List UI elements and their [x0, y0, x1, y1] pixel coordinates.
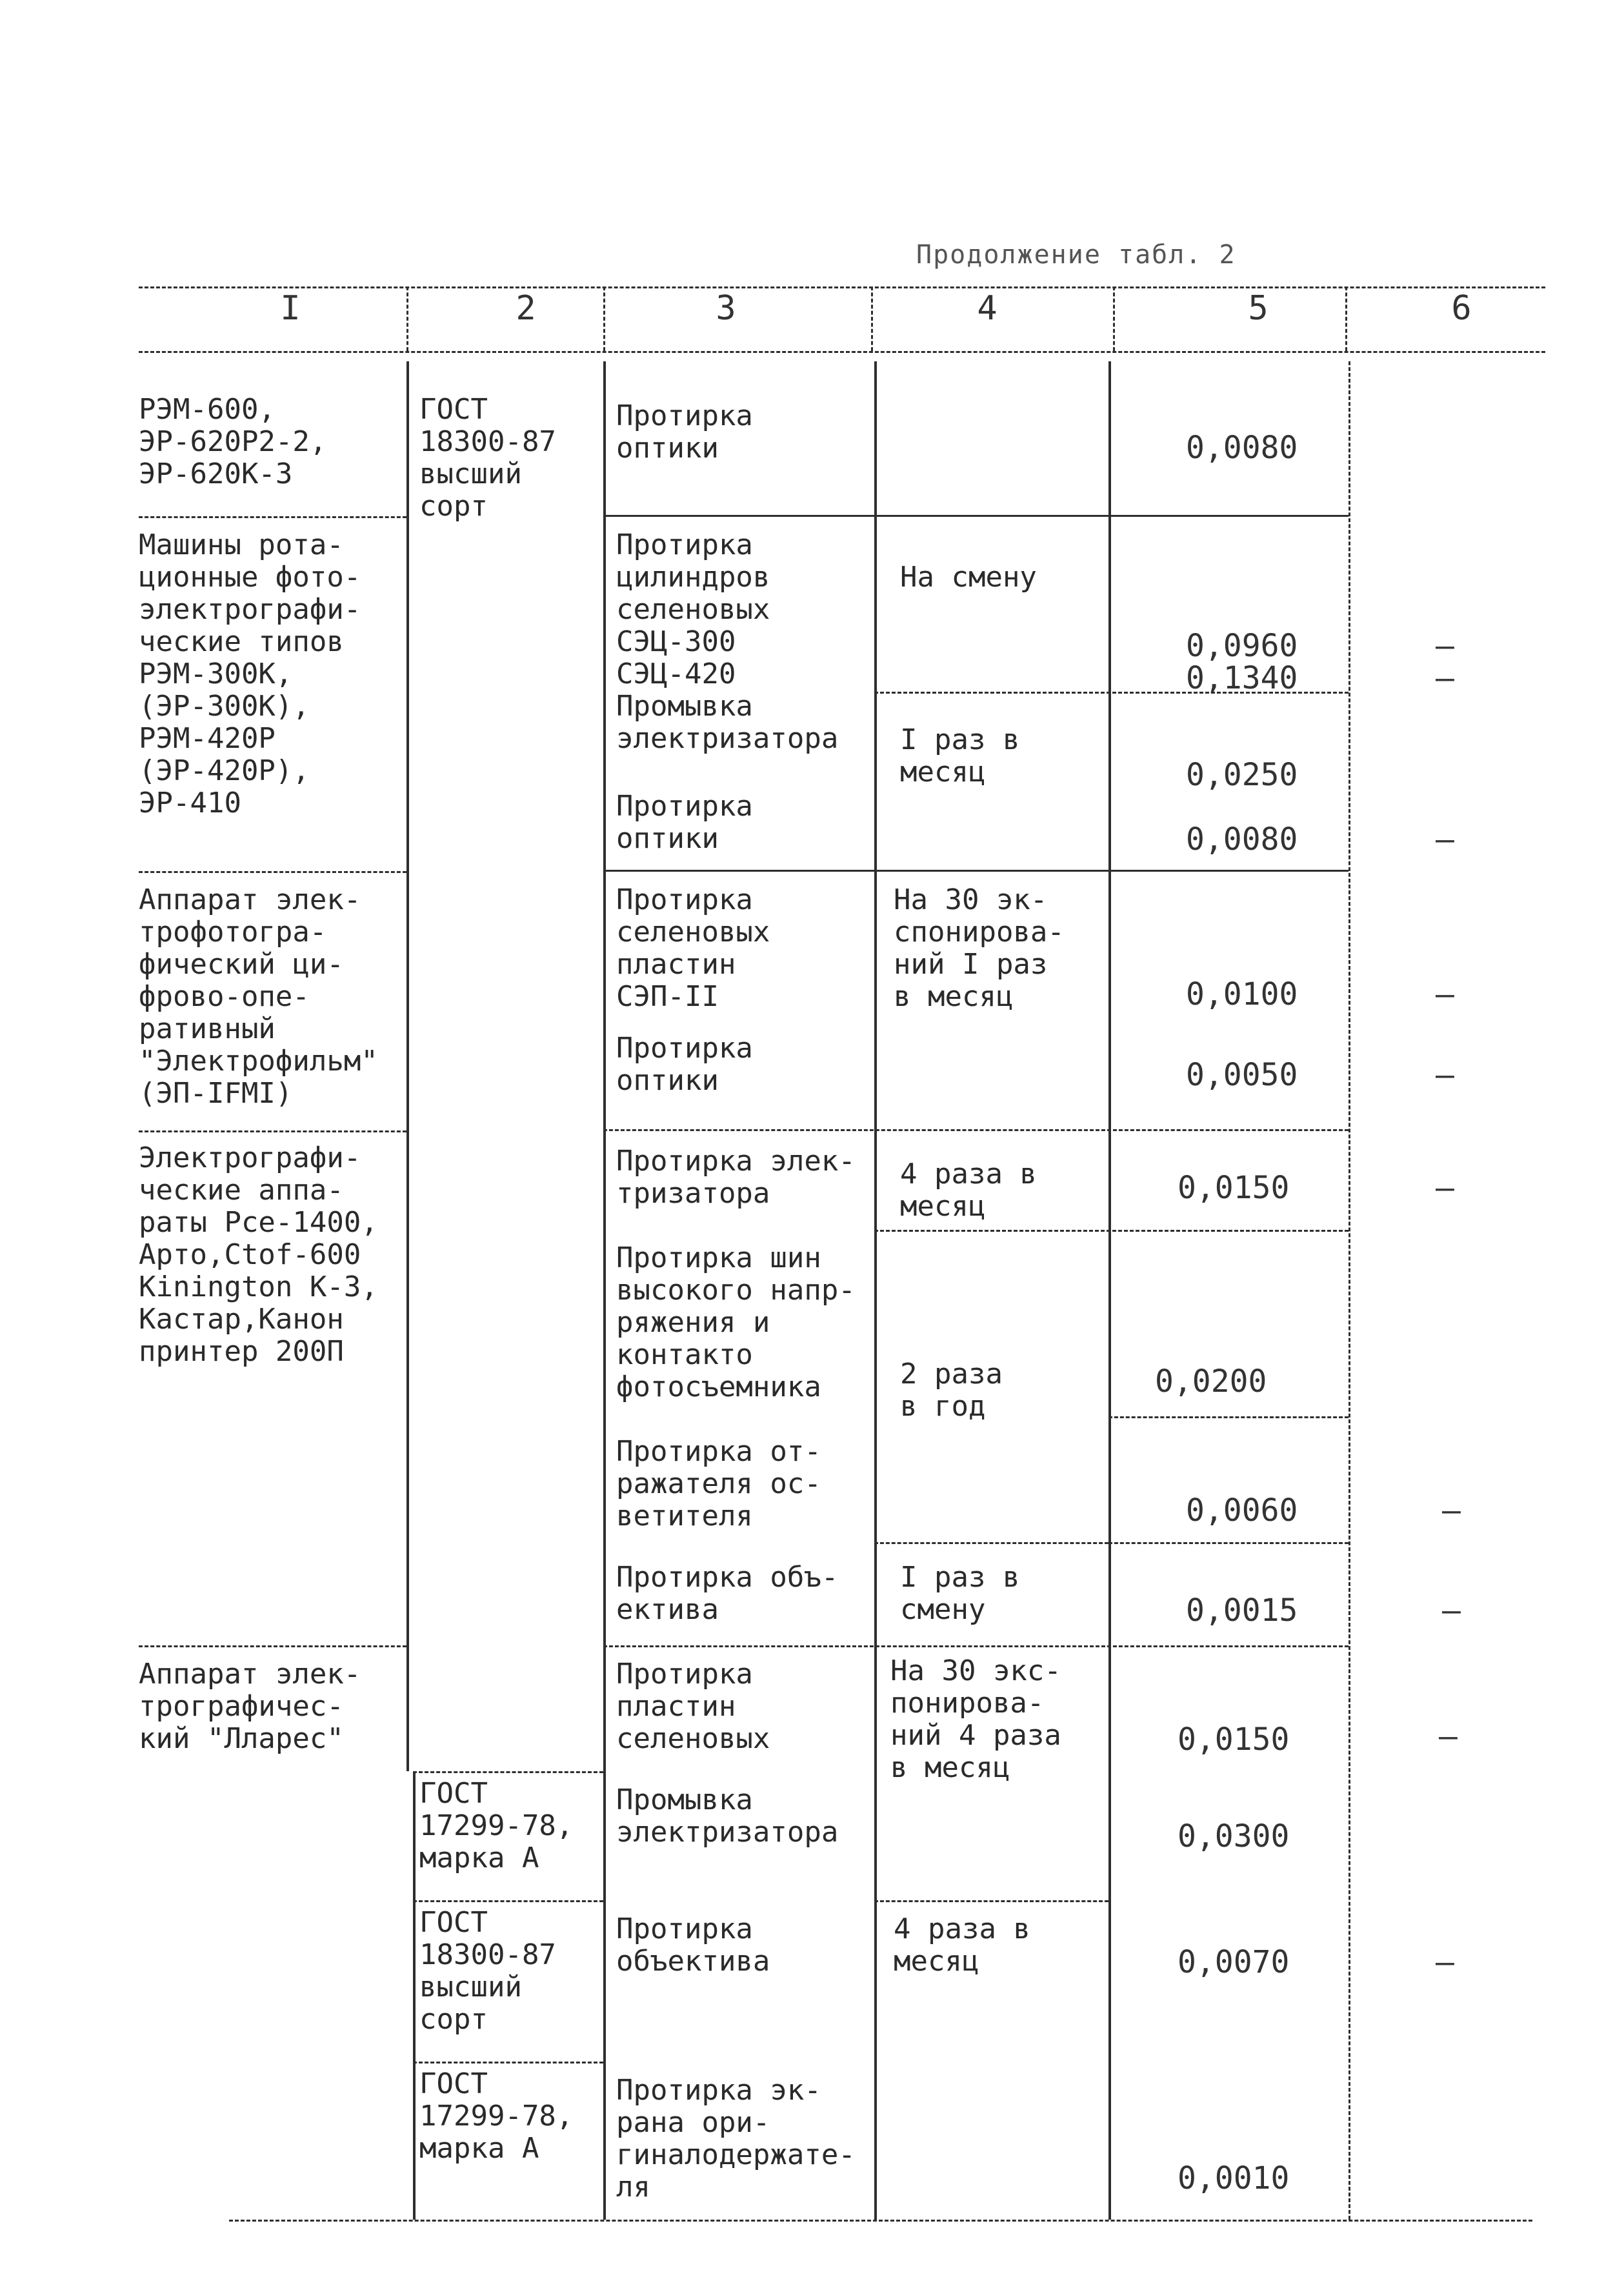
- col-divider-5: [1345, 286, 1347, 351]
- row3-col6-b: –: [1436, 1057, 1454, 1093]
- col-divider-3-body: [874, 361, 877, 2220]
- header-col-5: 5: [1248, 289, 1268, 328]
- row3-frequency: На 30 эк- спонирова- ний I раз в месяц: [894, 883, 1065, 1013]
- header-bottom-rule: [139, 351, 1545, 353]
- col-divider-2b-lower: [413, 1771, 416, 2220]
- table-continuation-caption: Продолжение табл. 2: [916, 240, 1236, 270]
- row5-equipment: Аппарат элек- трографичес- кий "Лларес": [139, 1658, 361, 1755]
- row4-norm-a: 0,0150: [1178, 1170, 1290, 1206]
- row5-operation-d: Протирка эк- рана ори- гиналодержате- ля: [616, 2074, 856, 2204]
- col-divider-4-body: [1108, 361, 1111, 2220]
- row2-col6-b: –: [1436, 660, 1454, 696]
- row5-col6-a: –: [1439, 1718, 1458, 1754]
- row5-material-b: ГОСТ 18300-87 высший сорт: [419, 1906, 556, 2036]
- table-bottom-rule: [229, 2220, 1532, 2222]
- row4-col6-c: –: [1442, 1492, 1461, 1529]
- row2-operation-a: Протирка цилиндров селеновых СЭЦ-300 СЭЦ-420: [616, 528, 770, 690]
- row4-norm-c: 0,0060: [1186, 1492, 1298, 1529]
- row4-norm-d: 0,0015: [1186, 1592, 1298, 1629]
- row2-norm-d: 0,0080: [1186, 821, 1298, 858]
- row-rule-3: [139, 871, 406, 873]
- row3-operation-b: Протирка оптики: [616, 1032, 753, 1097]
- row-rule-5: [139, 1645, 406, 1647]
- row4-operation-d: Протирка объ- ектива: [616, 1561, 839, 1626]
- row2-frequency-a: На смену: [900, 561, 1037, 594]
- row4-equipment: Электрографи- ческие аппа- раты Рсе-1400, Арто,Ctof-600 Kinington К-3, Кастар,Канон принтер 200П: [139, 1141, 378, 1368]
- row-rule-5c: [413, 1771, 603, 1773]
- row2-norm-a: 0,0960: [1186, 628, 1298, 664]
- row-rule-5f: [413, 2062, 603, 2063]
- row-rule-1b: [603, 515, 1348, 517]
- row2-operation-b: Промывка электризатора: [616, 690, 839, 755]
- header-col-2: 2: [516, 289, 536, 328]
- col-divider-4: [1113, 286, 1115, 351]
- row4-norm-b: 0,0200: [1155, 1363, 1267, 1400]
- col-divider-2-body: [603, 361, 606, 2220]
- col-divider-1: [406, 286, 408, 351]
- row5-col6-c: –: [1436, 1944, 1454, 1980]
- row-rule-4e: [1108, 1542, 1348, 1544]
- header-col-3: 3: [716, 289, 736, 328]
- row-rule-5e: [874, 1900, 1108, 1902]
- row2-norm-b: 0,1340: [1186, 660, 1298, 696]
- row5-operation-a: Протирка пластин селеновых: [616, 1658, 770, 1755]
- row-rule-4c: [874, 1230, 1348, 1232]
- row5-frequency-c: 4 раза в месяц: [894, 1913, 1030, 1978]
- row2-col6-a: –: [1436, 628, 1454, 664]
- row5-norm-c: 0,0070: [1178, 1944, 1290, 1980]
- row3-norm-b: 0,0050: [1186, 1057, 1298, 1093]
- row5-norm-a: 0,0150: [1178, 1722, 1290, 1758]
- header-col-4: 4: [977, 289, 997, 328]
- row3-operation-a: Протирка селеновых пластин СЭП-II: [616, 883, 770, 1013]
- row5-material-c: ГОСТ 17299-78, марка А: [419, 2067, 574, 2165]
- row1-operation: Протирка оптики: [616, 399, 753, 465]
- header-col-6: 6: [1451, 289, 1472, 328]
- row4-operation-b: Протирка шин высокого напр- ряжения и контакто фотосъемника: [616, 1241, 856, 1403]
- row-rule-3b: [603, 870, 1348, 872]
- row5-norm-b: 0,0300: [1178, 1818, 1290, 1854]
- col-divider-1-body: [406, 361, 409, 1771]
- row5-operation-c: Протирка объектива: [616, 1913, 770, 1978]
- row3-col6-a: –: [1436, 976, 1454, 1012]
- row4-frequency-b: 2 раза в год: [900, 1358, 1003, 1423]
- row4-operation-a: Протирка элек- тризатора: [616, 1145, 856, 1210]
- row-rule-1: [139, 516, 406, 518]
- row5-frequency-a: На 30 экс- понирова- ний 4 раза в месяц: [890, 1654, 1061, 1784]
- col-divider-2: [603, 286, 605, 351]
- col-divider-5-body: [1348, 361, 1350, 2220]
- table-top-rule: [139, 286, 1545, 288]
- row-rule-5b: [603, 1645, 1348, 1647]
- row-rule-5d: [413, 1900, 603, 1902]
- row1-norm: 0,0080: [1186, 430, 1298, 466]
- row2-col6-d: –: [1436, 821, 1454, 858]
- row-rule-4d: [1108, 1416, 1348, 1418]
- row1-equipment: РЭМ-600, ЭР-620Р2-2, ЭР-620К-3: [139, 393, 327, 490]
- row5-norm-d: 0,0010: [1178, 2160, 1290, 2196]
- col-divider-3: [871, 286, 873, 351]
- row2-equipment: Машины рота- ционные фото- электрографи- ческие типов РЭМ-300К, (ЭР-300К), РЭМ-420Р (ЭР-420Р), ЭР-410: [139, 528, 361, 819]
- row-rule-4f: [874, 1542, 1108, 1544]
- row5-operation-b: Промывка электризатора: [616, 1783, 839, 1849]
- header-col-1: I: [280, 289, 301, 328]
- row1-material: ГОСТ 18300-87 высший сорт: [419, 393, 556, 523]
- row4-frequency-d: I раз в смену: [900, 1561, 1020, 1626]
- row3-equipment: Аппарат элек- трофотогра- фический ци- фрово-опе- ративный "Электрофильм" (ЭП-IFMI): [139, 883, 378, 1110]
- row4-operation-c: Протирка от- ражателя ос- ветителя: [616, 1435, 821, 1532]
- row2-frequency-b: I раз в месяц: [900, 723, 1020, 788]
- row-rule-4: [139, 1130, 406, 1132]
- row2-norm-c: 0,0250: [1186, 757, 1298, 793]
- row5-material-a: ГОСТ 17299-78, марка А: [419, 1777, 574, 1874]
- row-rule-4b: [603, 1129, 1348, 1131]
- row4-col6-d: –: [1442, 1592, 1461, 1629]
- row4-col6-a: –: [1436, 1170, 1454, 1206]
- row2-operation-c: Протирка оптики: [616, 790, 753, 855]
- row4-frequency-a: 4 раза в месяц: [900, 1158, 1037, 1223]
- row3-norm-a: 0,0100: [1186, 976, 1298, 1012]
